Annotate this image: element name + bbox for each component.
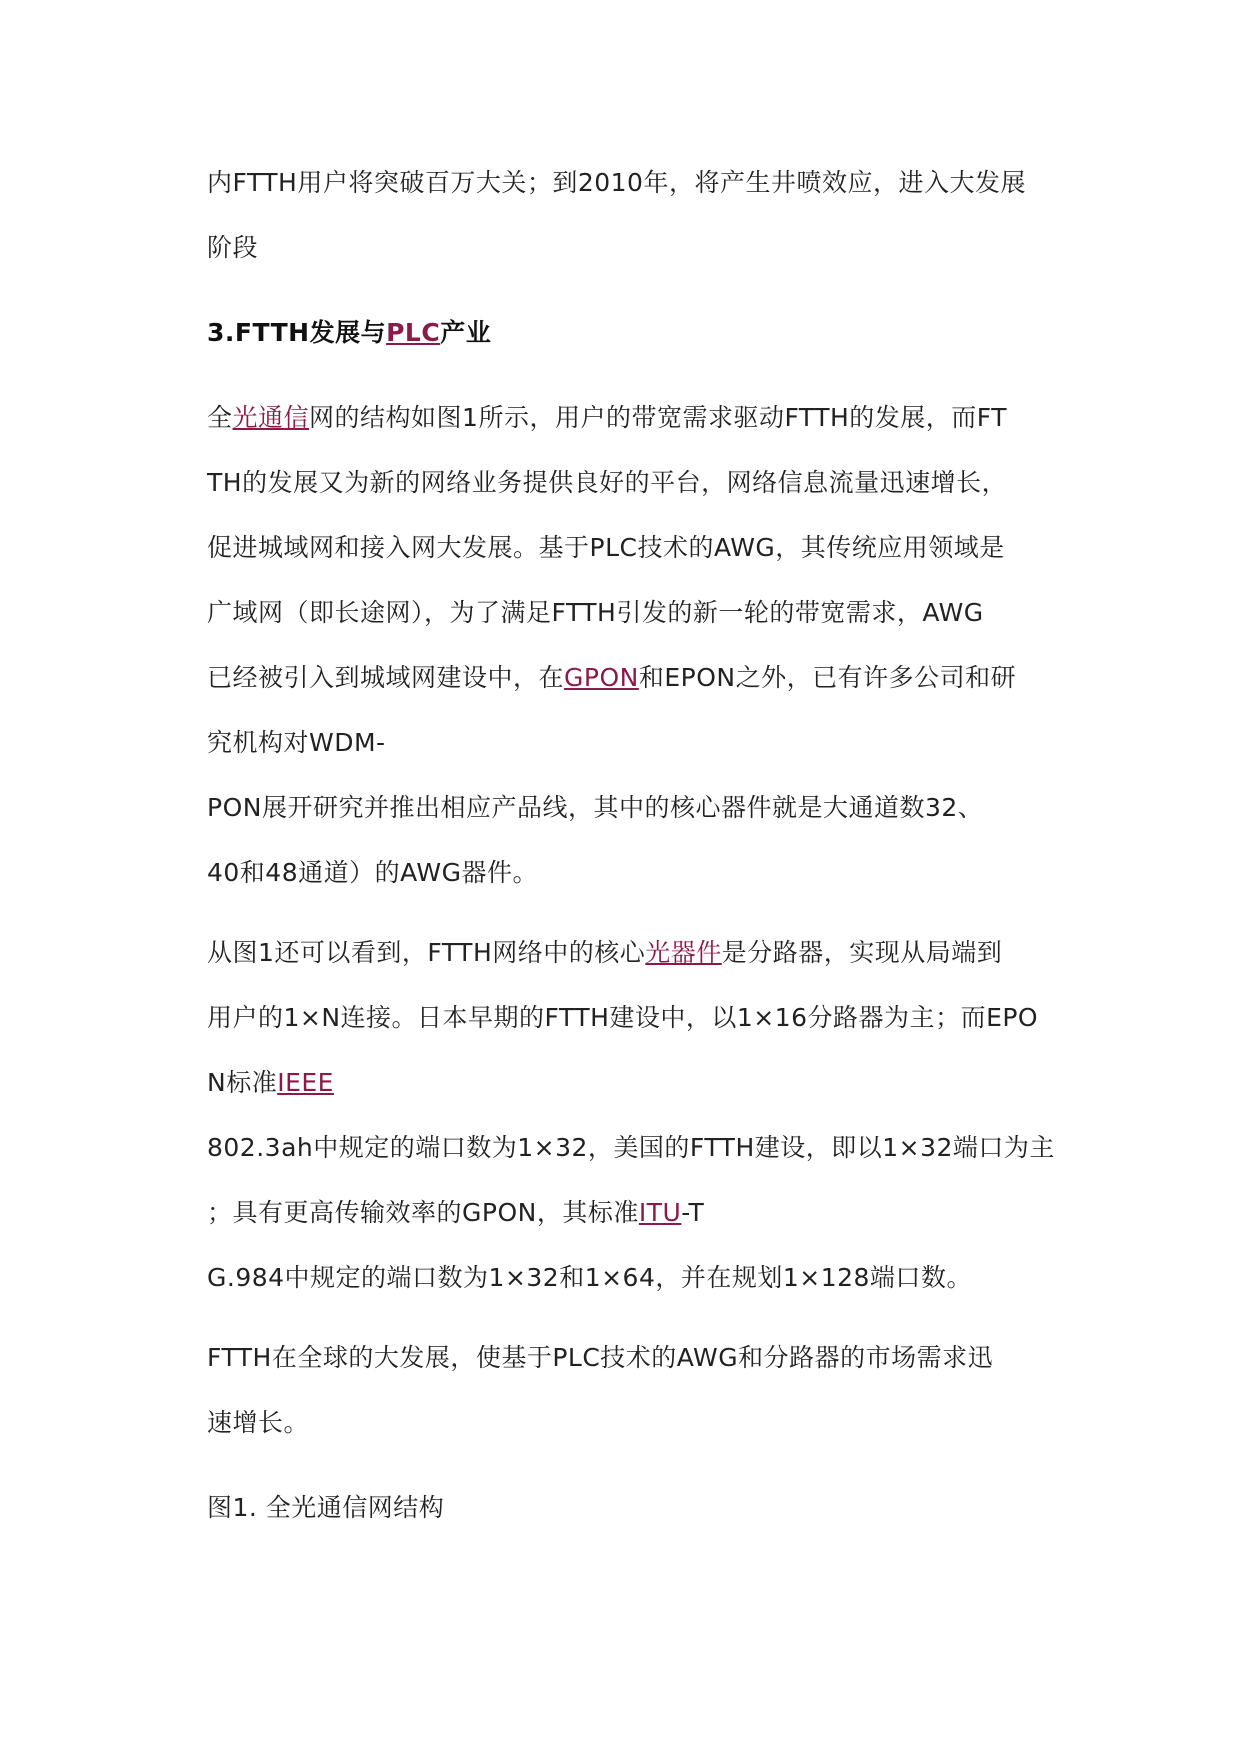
text-line: 广域网（即长途网），为了满足FTTH引发的新一轮的带宽需求，AWG (207, 598, 984, 627)
text-line: 促进城域网和接入网大发展。基于PLC技术的AWG，其传统应用领域是 (207, 533, 1005, 562)
link-optical-device[interactable]: 光器件 (645, 938, 722, 967)
link-plc[interactable]: PLC (386, 318, 441, 347)
text-segment: N标准 (207, 1068, 278, 1097)
text-segment: 是分路器，实现从局端到 (721, 938, 1003, 967)
paragraph-market-demand (207, 1325, 1057, 1455)
link-gpon[interactable]: GPON (564, 663, 639, 692)
text-line: 究机构对WDM- (207, 728, 386, 757)
heading-prefix: 3.FTTH发展与 (207, 318, 387, 347)
text-line: 速增长。 (207, 1408, 310, 1437)
text-segment: 从图1还可以看到，FTTH网络中的核心 (207, 938, 646, 967)
paragraph-splitter (207, 920, 1057, 1310)
link-optical-communication[interactable]: 光通信 (232, 403, 310, 432)
text-line: FTTH在全球的大发展，使基于PLC技术的AWG和分路器的市场需求迅 (207, 1343, 994, 1372)
text-line: G.984中规定的端口数为1×32和1×64，并在规划1×128端口数。 (207, 1263, 972, 1292)
caption-text: 图1. 全光通信网结构 (207, 1493, 445, 1522)
section-heading (207, 300, 1057, 365)
text-line: PON展开研究并推出相应产品线，其中的核心器件就是大通道数32、 (207, 793, 984, 822)
text-segment: 和EPON之外，已有许多公司和研 (638, 663, 1017, 692)
text-line: 阶段 (207, 233, 259, 262)
link-ieee[interactable]: IEEE (277, 1068, 334, 1097)
text-segment: 网的结构如图1所示，用户的带宽需求驱动FTTH的发展，而FT (309, 403, 1007, 432)
text-line: TH的发展又为新的网络业务提供良好的平台，网络信息流量迅速增长， (207, 468, 1008, 497)
text-segment: 已经被引入到城域网建设中，在 (207, 663, 565, 692)
text-line: 40和48通道）的AWG器件。 (207, 858, 538, 887)
text-line: 内FTTH用户将突破百万大关；到2010年，将产生井喷效应，进入大发展 (207, 168, 1026, 197)
text-segment: -T (681, 1198, 705, 1227)
text-line: 用户的1×N连接。日本早期的FTTH建设中，以1×16分路器为主；而EPO (207, 1003, 1039, 1032)
paragraph-network-structure (207, 385, 1057, 905)
link-itu[interactable]: ITU (638, 1198, 682, 1227)
text-segment: ；具有更高传输效率的GPON，其标准 (207, 1198, 639, 1227)
heading-suffix: 产业 (440, 318, 492, 347)
text-segment: 全 (207, 403, 233, 432)
figure-caption (207, 1475, 1057, 1540)
text-line: 802.3ah中规定的端口数为1×32，美国的FTTH建设，即以1×32端口为主 (207, 1133, 1055, 1162)
paragraph-market-outlook (207, 150, 1057, 280)
